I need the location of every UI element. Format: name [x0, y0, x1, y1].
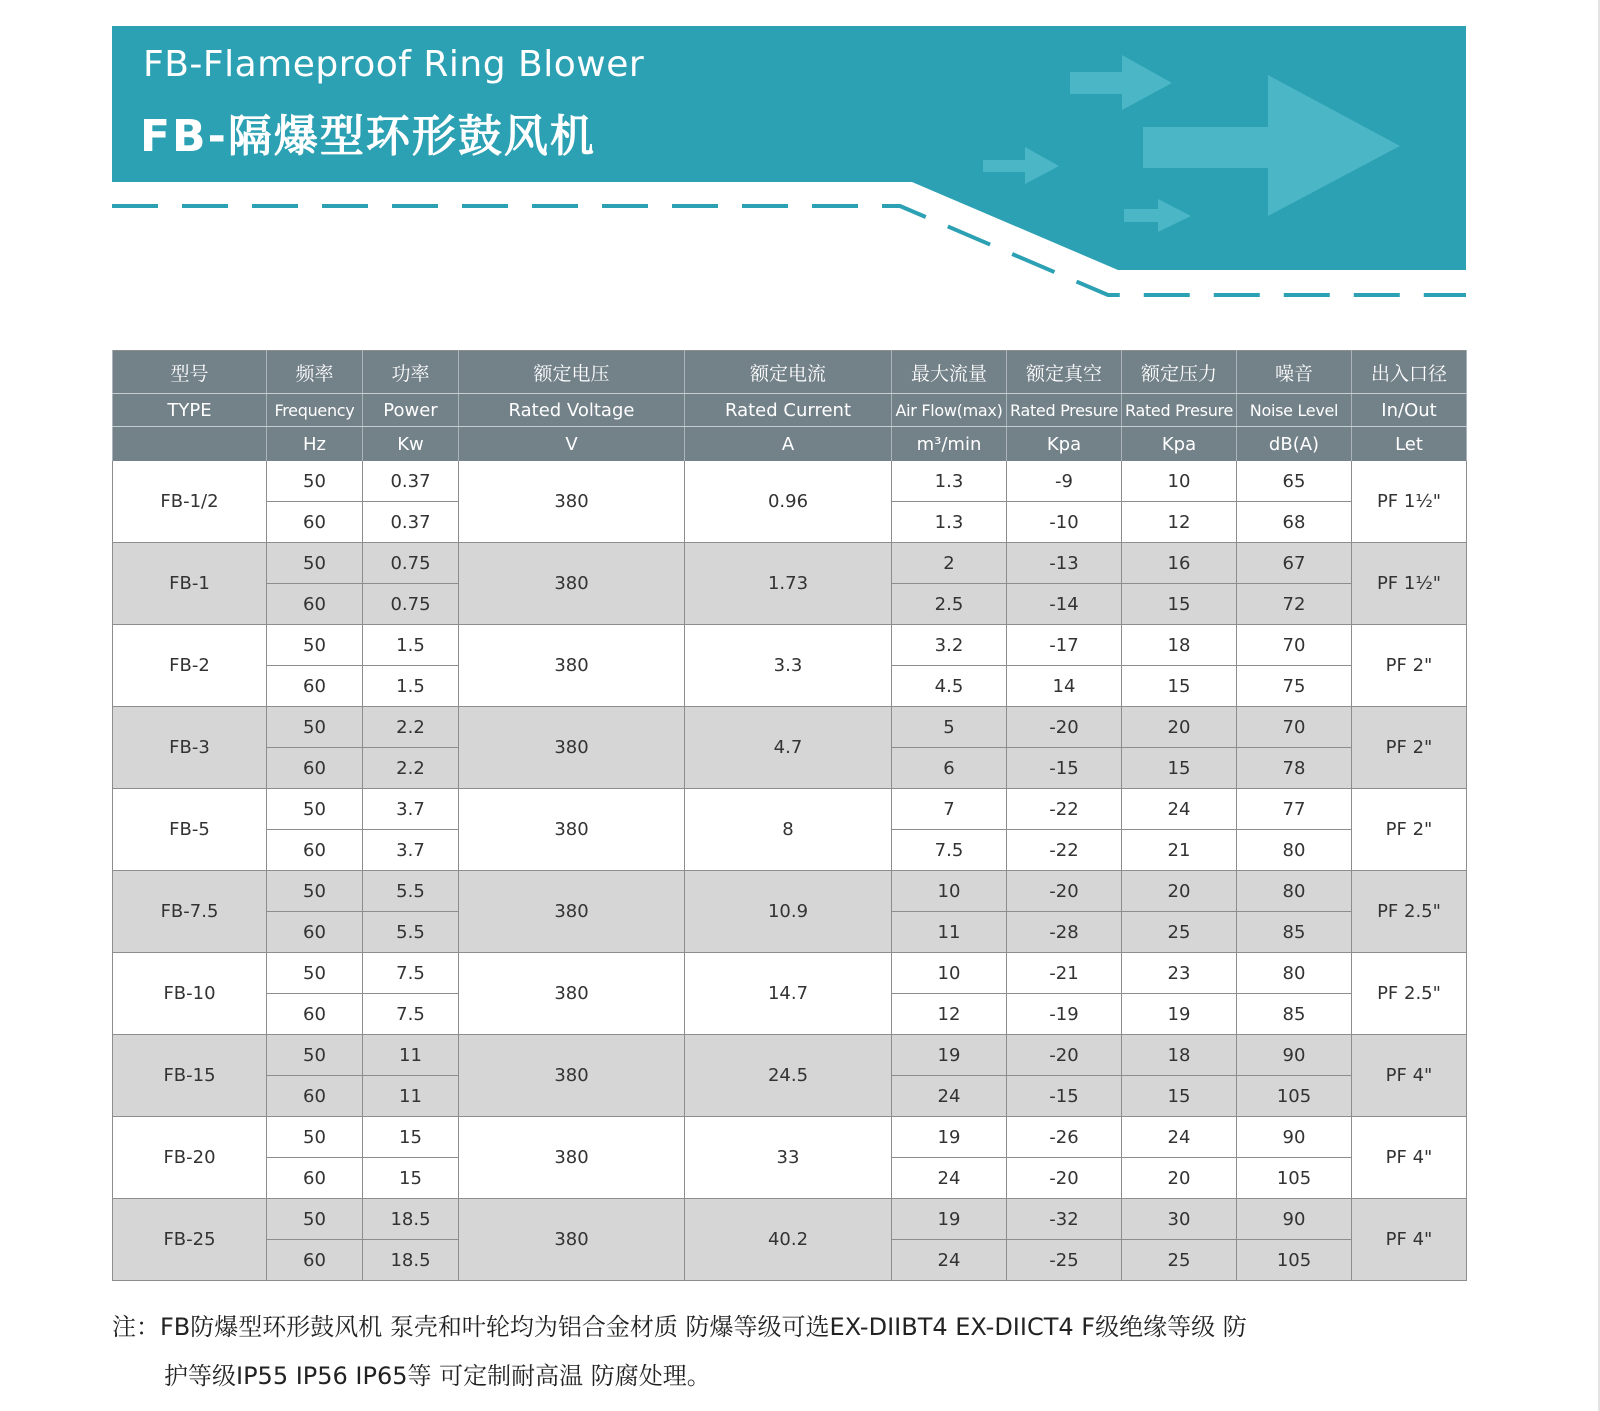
table-row: [113, 707, 1467, 748]
header-cn-power: 功率: [363, 351, 459, 394]
cell-port: PF 1½": [1352, 543, 1467, 625]
cell-type: FB-25: [113, 1199, 267, 1281]
cell-power: 0.37: [363, 461, 459, 502]
cell-noise: 105: [1237, 1240, 1352, 1281]
cell-noise: 70: [1237, 625, 1352, 666]
cell-power: 7.5: [363, 994, 459, 1035]
cell-pressure: 18: [1122, 1035, 1237, 1076]
model-group: [113, 1035, 1467, 1117]
cell-pressure: 20: [1122, 871, 1237, 912]
cell-voltage: 380: [459, 1199, 685, 1281]
cell-pressure: 25: [1122, 912, 1237, 953]
header-en-power: Power: [363, 394, 459, 427]
cell-frequency: 50: [267, 1117, 363, 1158]
title-english: FB-Flameproof Ring Blower: [143, 44, 645, 85]
cell-noise: 90: [1237, 1035, 1352, 1076]
cell-noise: 68: [1237, 502, 1352, 543]
model-group: [113, 871, 1467, 953]
title-chinese: FB-隔爆型环形鼓风机: [140, 111, 596, 162]
header-en-current: Rated Current: [685, 394, 892, 427]
header-en-port: In/Out: [1352, 394, 1467, 427]
cell-flow: 2.5: [892, 584, 1007, 625]
cell-type: FB-1: [113, 543, 267, 625]
header-unit-noise: dB(A): [1237, 427, 1352, 462]
cell-pressure: 24: [1122, 1117, 1237, 1158]
header-en-vacuum: Rated Presure: [1007, 394, 1122, 427]
cell-power: 18.5: [363, 1240, 459, 1281]
table-row: [113, 461, 1467, 502]
cell-vacuum: -15: [1007, 748, 1122, 789]
cell-frequency: 60: [267, 1076, 363, 1117]
spec-table: [112, 350, 1467, 1281]
cell-power: 15: [363, 1158, 459, 1199]
cell-power: 1.5: [363, 625, 459, 666]
cell-voltage: 380: [459, 1035, 685, 1117]
header-cn-flow: 最大流量: [892, 351, 1007, 394]
cell-type: FB-15: [113, 1035, 267, 1117]
cell-pressure: 20: [1122, 707, 1237, 748]
cell-power: 7.5: [363, 953, 459, 994]
cell-power: 0.75: [363, 584, 459, 625]
cell-pressure: 15: [1122, 1076, 1237, 1117]
header-cn-noise: 噪音: [1237, 351, 1352, 394]
cell-flow: 10: [892, 953, 1007, 994]
header-cn-port: 出入口径: [1352, 351, 1467, 394]
table-header: [113, 351, 1467, 462]
cell-port: PF 4": [1352, 1199, 1467, 1281]
cell-port: PF 2": [1352, 789, 1467, 871]
header-en-flow: Air Flow(max): [892, 394, 1007, 427]
cell-vacuum: -13: [1007, 543, 1122, 584]
cell-port: PF 4": [1352, 1117, 1467, 1199]
cell-vacuum: -10: [1007, 502, 1122, 543]
cell-vacuum: -17: [1007, 625, 1122, 666]
cell-pressure: 15: [1122, 666, 1237, 707]
cell-pressure: 24: [1122, 789, 1237, 830]
cell-power: 3.7: [363, 830, 459, 871]
cell-flow: 12: [892, 994, 1007, 1035]
model-group: [113, 461, 1467, 543]
cell-power: 18.5: [363, 1199, 459, 1240]
cell-flow: 7: [892, 789, 1007, 830]
model-group: [113, 1199, 1467, 1281]
cell-pressure: 21: [1122, 830, 1237, 871]
header-unit-frequency: Hz: [267, 427, 363, 462]
model-group: [113, 625, 1467, 707]
header-cn-type: 型号: [113, 351, 267, 394]
cell-vacuum: -20: [1007, 1158, 1122, 1199]
cell-pressure: 20: [1122, 1158, 1237, 1199]
cell-power: 5.5: [363, 871, 459, 912]
cell-pressure: 23: [1122, 953, 1237, 994]
model-group: [113, 953, 1467, 1035]
cell-noise: 65: [1237, 461, 1352, 502]
model-group: [113, 543, 1467, 625]
cell-vacuum: -25: [1007, 1240, 1122, 1281]
cell-flow: 19: [892, 1199, 1007, 1240]
cell-vacuum: -28: [1007, 912, 1122, 953]
table-row: [113, 625, 1467, 666]
cell-noise: 80: [1237, 871, 1352, 912]
table-row: [113, 953, 1467, 994]
cell-noise: 67: [1237, 543, 1352, 584]
cell-vacuum: -20: [1007, 871, 1122, 912]
cell-pressure: 10: [1122, 461, 1237, 502]
cell-voltage: 380: [459, 625, 685, 707]
cell-vacuum: -14: [1007, 584, 1122, 625]
cell-voltage: 380: [459, 707, 685, 789]
header-en-pressure: Rated Presure: [1122, 394, 1237, 427]
cell-vacuum: -32: [1007, 1199, 1122, 1240]
cell-power: 1.5: [363, 666, 459, 707]
cell-frequency: 60: [267, 1240, 363, 1281]
cell-current: 3.3: [685, 625, 892, 707]
cell-current: 40.2: [685, 1199, 892, 1281]
cell-port: PF 2": [1352, 625, 1467, 707]
cell-pressure: 18: [1122, 625, 1237, 666]
cell-frequency: 60: [267, 994, 363, 1035]
cell-flow: 7.5: [892, 830, 1007, 871]
cell-vacuum: -15: [1007, 1076, 1122, 1117]
header-cn-vacuum: 额定真空: [1007, 351, 1122, 394]
cell-noise: 77: [1237, 789, 1352, 830]
cell-flow: 3.2: [892, 625, 1007, 666]
cell-noise: 75: [1237, 666, 1352, 707]
cell-current: 33: [685, 1117, 892, 1199]
cell-noise: 78: [1237, 748, 1352, 789]
cell-current: 24.5: [685, 1035, 892, 1117]
model-group: [113, 707, 1467, 789]
header-unit-vacuum: Kpa: [1007, 427, 1122, 462]
cell-noise: 70: [1237, 707, 1352, 748]
cell-flow: 5: [892, 707, 1007, 748]
cell-power: 2.2: [363, 707, 459, 748]
cell-noise: 80: [1237, 830, 1352, 871]
cell-current: 14.7: [685, 953, 892, 1035]
header-row-english: [113, 394, 1467, 427]
header-row-chinese: [113, 351, 1467, 394]
cell-noise: 85: [1237, 994, 1352, 1035]
header-unit-current: A: [685, 427, 892, 462]
cell-pressure: 30: [1122, 1199, 1237, 1240]
header-en-voltage: Rated Voltage: [459, 394, 685, 427]
header-unit-voltage: V: [459, 427, 685, 462]
model-group: [113, 789, 1467, 871]
cell-noise: 105: [1237, 1158, 1352, 1199]
cell-flow: 24: [892, 1158, 1007, 1199]
cell-pressure: 15: [1122, 748, 1237, 789]
cell-vacuum: -20: [1007, 1035, 1122, 1076]
cell-current: 1.73: [685, 543, 892, 625]
cell-flow: 24: [892, 1240, 1007, 1281]
cell-vacuum: -22: [1007, 830, 1122, 871]
table-row: [113, 1035, 1467, 1076]
cell-frequency: 60: [267, 666, 363, 707]
cell-noise: 90: [1237, 1117, 1352, 1158]
cell-frequency: 50: [267, 953, 363, 994]
cell-vacuum: -20: [1007, 707, 1122, 748]
cell-frequency: 60: [267, 830, 363, 871]
cell-voltage: 380: [459, 1117, 685, 1199]
cell-power: 11: [363, 1035, 459, 1076]
header-cn-voltage: 额定电压: [459, 351, 685, 394]
footnote: [112, 1303, 1362, 1401]
cell-noise: 80: [1237, 953, 1352, 994]
cell-current: 10.9: [685, 871, 892, 953]
cell-voltage: 380: [459, 789, 685, 871]
cell-flow: 4.5: [892, 666, 1007, 707]
cell-frequency: 60: [267, 912, 363, 953]
cell-type: FB-1/2: [113, 461, 267, 543]
header-unit-port: Let: [1352, 427, 1467, 462]
cell-frequency: 60: [267, 502, 363, 543]
header-en-frequency: Frequency: [267, 394, 363, 427]
cell-flow: 2: [892, 543, 1007, 584]
cell-flow: 1.3: [892, 461, 1007, 502]
cell-type: FB-10: [113, 953, 267, 1035]
cell-port: PF 2.5": [1352, 871, 1467, 953]
cell-flow: 19: [892, 1035, 1007, 1076]
cell-current: 4.7: [685, 707, 892, 789]
cell-current: 8: [685, 789, 892, 871]
cell-vacuum: -26: [1007, 1117, 1122, 1158]
cell-power: 15: [363, 1117, 459, 1158]
cell-pressure: 16: [1122, 543, 1237, 584]
table-row: [113, 1199, 1467, 1240]
cell-pressure: 19: [1122, 994, 1237, 1035]
header-row-units: [113, 427, 1467, 462]
cell-pressure: 15: [1122, 584, 1237, 625]
footnote-line-1: 注：FB防爆型环形鼓风机 泵壳和叶轮均为铝合金材质 防爆等级可选EX-DIIBT4 EX-DIICT4 F级绝缘等级 防: [112, 1313, 1247, 1341]
cell-frequency: 50: [267, 625, 363, 666]
header-en-type: TYPE: [113, 394, 267, 427]
cell-vacuum: -22: [1007, 789, 1122, 830]
cell-frequency: 60: [267, 1158, 363, 1199]
cell-power: 3.7: [363, 789, 459, 830]
cell-pressure: 12: [1122, 502, 1237, 543]
header-unit-power: Kw: [363, 427, 459, 462]
cell-frequency: 50: [267, 871, 363, 912]
footnote-line-2: 护等级IP55 IP56 IP65等 可定制耐高温 防腐处理。: [164, 1362, 711, 1390]
table-row: [113, 789, 1467, 830]
cell-flow: 24: [892, 1076, 1007, 1117]
cell-noise: 72: [1237, 584, 1352, 625]
cell-power: 0.75: [363, 543, 459, 584]
cell-frequency: 50: [267, 543, 363, 584]
cell-noise: 90: [1237, 1199, 1352, 1240]
cell-vacuum: -21: [1007, 953, 1122, 994]
cell-type: FB-7.5: [113, 871, 267, 953]
table-row: [113, 871, 1467, 912]
model-group: [113, 1117, 1467, 1199]
cell-port: PF 2": [1352, 707, 1467, 789]
cell-flow: 10: [892, 871, 1007, 912]
table-row: [113, 543, 1467, 584]
cell-vacuum: -19: [1007, 994, 1122, 1035]
cell-frequency: 50: [267, 789, 363, 830]
cell-flow: 19: [892, 1117, 1007, 1158]
cell-vacuum: 14: [1007, 666, 1122, 707]
cell-noise: 85: [1237, 912, 1352, 953]
cell-type: FB-5: [113, 789, 267, 871]
header-unit-type: [113, 427, 267, 462]
cell-type: FB-3: [113, 707, 267, 789]
cell-pressure: 25: [1122, 1240, 1237, 1281]
cell-vacuum: -9: [1007, 461, 1122, 502]
header-cn-pressure: 额定压力: [1122, 351, 1237, 394]
cell-port: PF 2.5": [1352, 953, 1467, 1035]
cell-voltage: 380: [459, 953, 685, 1035]
cell-frequency: 50: [267, 1035, 363, 1076]
cell-type: FB-2: [113, 625, 267, 707]
cell-noise: 105: [1237, 1076, 1352, 1117]
cell-port: PF 1½": [1352, 461, 1467, 543]
cell-voltage: 380: [459, 543, 685, 625]
cell-power: 0.37: [363, 502, 459, 543]
header-en-noise: Noise Level: [1237, 394, 1352, 427]
cell-frequency: 60: [267, 584, 363, 625]
cell-power: 11: [363, 1076, 459, 1117]
cell-type: FB-20: [113, 1117, 267, 1199]
header-unit-flow: m³/min: [892, 427, 1007, 462]
cell-current: 0.96: [685, 461, 892, 543]
header-cn-frequency: 频率: [267, 351, 363, 394]
cell-power: 5.5: [363, 912, 459, 953]
header-unit-pressure: Kpa: [1122, 427, 1237, 462]
cell-frequency: 50: [267, 461, 363, 502]
cell-power: 2.2: [363, 748, 459, 789]
cell-frequency: 50: [267, 1199, 363, 1240]
cell-voltage: 380: [459, 871, 685, 953]
cell-port: PF 4": [1352, 1035, 1467, 1117]
cell-voltage: 380: [459, 461, 685, 543]
cell-flow: 1.3: [892, 502, 1007, 543]
cell-frequency: 60: [267, 748, 363, 789]
cell-flow: 6: [892, 748, 1007, 789]
cell-flow: 11: [892, 912, 1007, 953]
table-row: [113, 1117, 1467, 1158]
cell-frequency: 50: [267, 707, 363, 748]
header-cn-current: 额定电流: [685, 351, 892, 394]
